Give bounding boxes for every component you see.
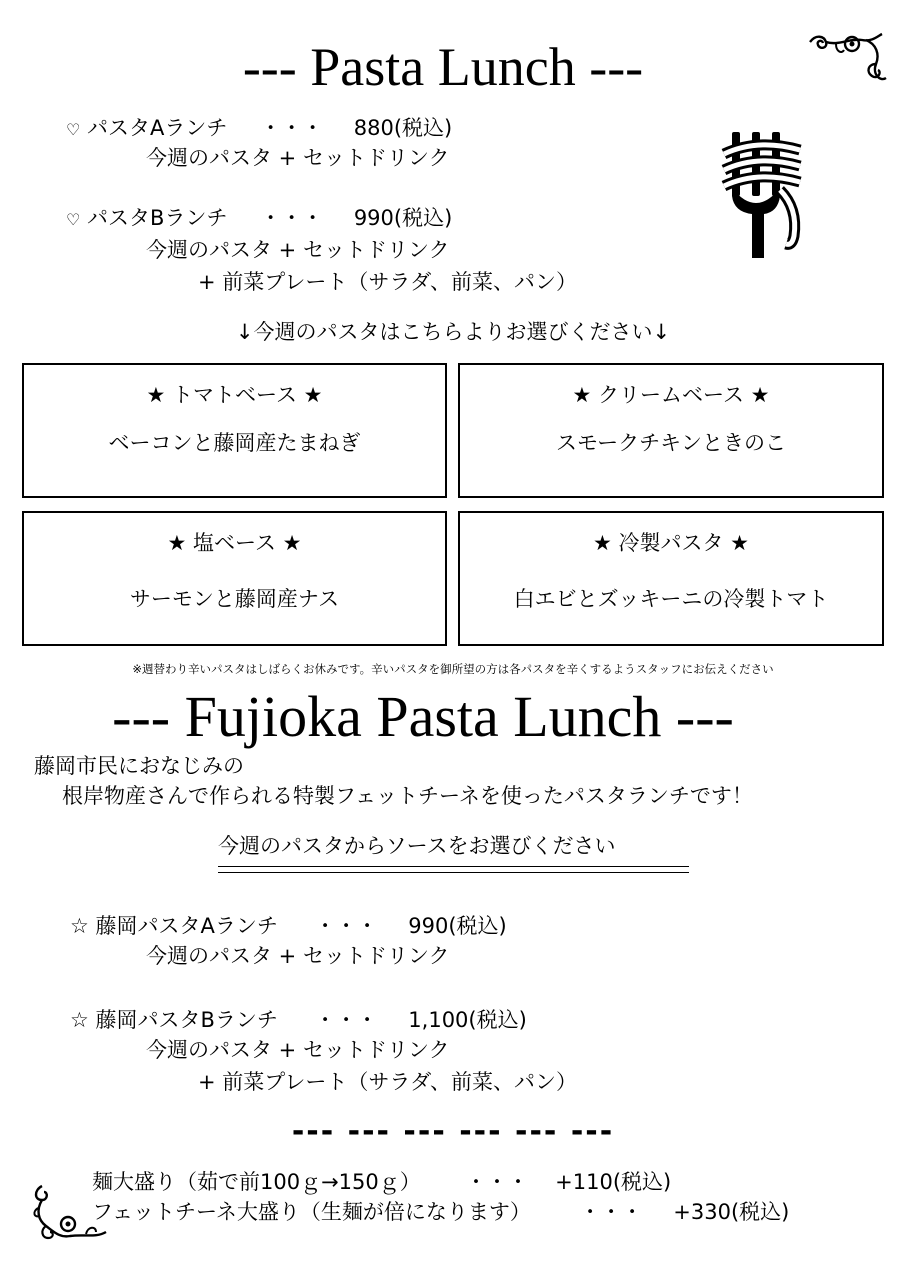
pasta-box-cold [458, 511, 884, 646]
extra-dots: ・・・ [465, 1170, 529, 1194]
lunch-b-detail2: + 前菜プレート（サラダ、前菜、パン） [198, 270, 577, 294]
extra-price: +330(税込) [673, 1200, 790, 1224]
scroll-ornament-icon [806, 30, 888, 92]
extra-label: 麺大盛り（茹で前100ｇ→150ｇ） [92, 1170, 421, 1194]
pasta-box-tomato [22, 363, 447, 498]
lunch-b-detail: 今週のパスタ + セットドリンク [146, 238, 450, 262]
extra-row-fettuccine [92, 1200, 789, 1225]
scroll-ornament-icon [30, 1182, 112, 1244]
pasta-box-head: ★ トマトベース ★ [146, 383, 323, 407]
heart-icon: ♡ [66, 120, 81, 139]
fujioka-a-row [70, 914, 507, 939]
pasta-box-text: スモークチキンときのこ [556, 431, 786, 455]
lunch-a-detail: 今週のパスタ + セットドリンク [146, 146, 450, 170]
pasta-lunch-title: --- Pasta Lunch --- [242, 37, 644, 97]
lunch-b-row [66, 206, 452, 231]
pasta-box-cream [458, 363, 884, 498]
extra-price: +110(税込) [555, 1170, 672, 1194]
fujioka-b-price: 1,100(税込) [408, 1008, 527, 1032]
pasta-box-head: ★ 冷製パスタ ★ [592, 531, 749, 555]
intro-line-1: 藤岡市民におなじみの [34, 754, 244, 778]
fork-with-pasta-icon [718, 128, 808, 263]
fujioka-b-detail2: + 前菜プレート（サラダ、前菜、パン） [198, 1070, 577, 1094]
lunch-a-name: パスタAランチ [87, 116, 228, 140]
extra-dots: ・・・ [579, 1200, 643, 1224]
fujioka-b-name: 藤岡パスタBランチ [95, 1008, 278, 1032]
pasta-box-text: サーモンと藤岡産ナス [129, 587, 340, 611]
pasta-box-text: ベーコンと藤岡産たまねぎ [108, 431, 361, 455]
intro-line-2: 根岸物産さんで作られる特製フェットチーネを使ったパスタランチです！ [62, 784, 753, 808]
pasta-box-text: 白エビとズッキーニの冷製トマト [513, 587, 829, 611]
fujioka-a-name: 藤岡パスタAランチ [95, 914, 278, 938]
fujioka-pasta-title: --- Fujioka Pasta Lunch --- [112, 684, 734, 749]
fujioka-b-detail: 今週のパスタ + セットドリンク [146, 1038, 450, 1062]
double-underline [218, 866, 689, 873]
lunch-b-price: 990(税込) [353, 206, 453, 230]
lunch-b-dots: ・・・ [260, 206, 324, 230]
lunch-a-price: 880(税込) [353, 116, 453, 140]
fujioka-b-dots: ・・・ [314, 1008, 378, 1032]
lunch-a-row [66, 116, 452, 141]
choose-pasta-heading: ↓今週のパスタはこちらよりお選びください↓ [235, 320, 671, 344]
star-outline-icon: ☆ [70, 914, 89, 938]
section-divider: --- --- --- --- --- --- [291, 1114, 615, 1149]
extra-row-noodle [92, 1170, 671, 1195]
extra-label: フェットチーネ大盛り（生麺が倍になります） [92, 1200, 531, 1224]
choose-sauce-heading: 今週のパスタからソースをお選びください [218, 834, 616, 858]
star-outline-icon: ☆ [70, 1008, 89, 1032]
lunch-a-dots: ・・・ [260, 116, 324, 140]
pasta-box-head: ★ 塩ベース ★ [167, 531, 302, 555]
fujioka-a-price: 990(税込) [408, 914, 507, 938]
spicy-note: ※週替わり辛いパスタはしばらくお休みです。辛いパスタを御所望の方は各パスタを辛くするようスタッフにお伝えください [132, 662, 774, 676]
lunch-b-name: パスタBランチ [87, 206, 228, 230]
fujioka-a-detail: 今週のパスタ + セットドリンク [146, 944, 450, 968]
pasta-box-salt [22, 511, 447, 646]
heart-icon: ♡ [66, 210, 81, 229]
fujioka-b-row [70, 1008, 527, 1033]
pasta-box-head: ★ クリームベース ★ [572, 383, 770, 407]
fujioka-a-dots: ・・・ [314, 914, 378, 938]
